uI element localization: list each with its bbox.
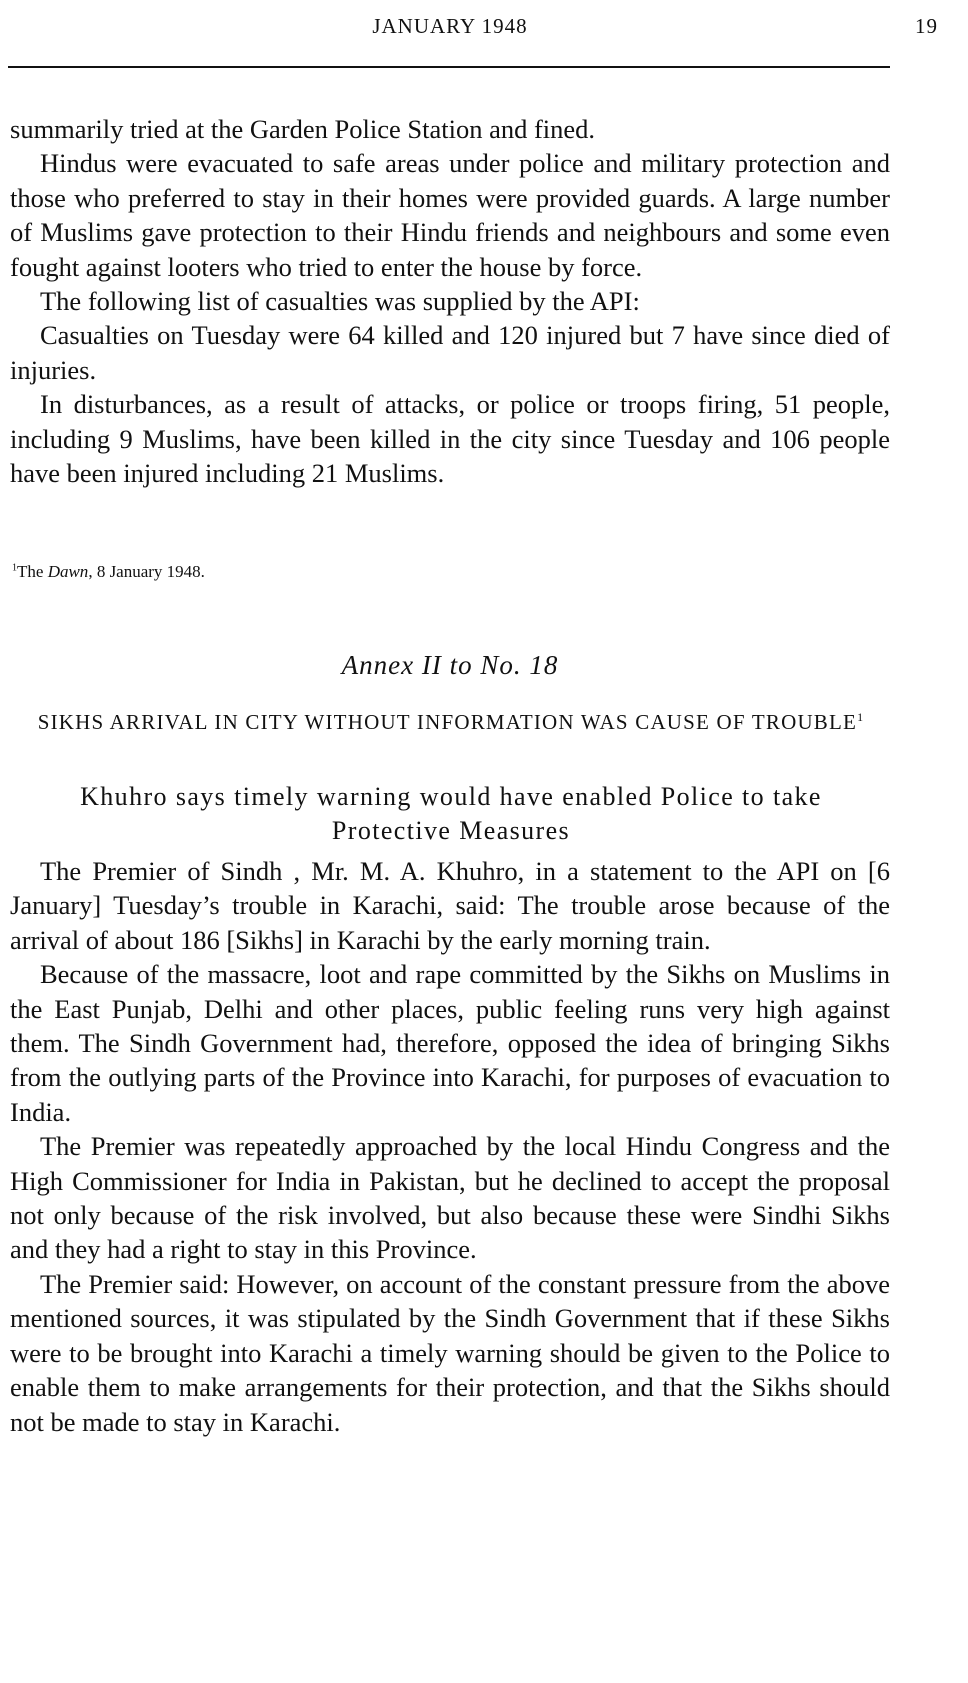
article-headline [18, 702, 884, 737]
article-subheading: Khuhro says timely warning would have enabled Police to take Protective Measures [80, 782, 822, 845]
paragraph: The Premier said: However, on account of the constant pressure from the above mentioned sources, it was stipulated by the Sindh Government that if these Sikhs were to be brought into Karachi a timely warning should be given to the Police to enable them to make arrangements for their protection, and that the Sikhs should not be made to stay in Karachi. [10, 1268, 890, 1437]
header-title: JANUARY 1948 [372, 14, 528, 38]
paragraph: Because of the massacre, loot and rape committed by the Sikhs on Muslims in the East Punjab, Delhi and other places, public feeling runs very high against them. The Sindh Government had, therefore, opposed the idea of bringing Sikhs from the outlying parts of the Province into Karachi, for purposes of evacuation to India. [10, 959, 890, 1127]
footnote [12, 562, 205, 582]
page-number: 19 [915, 14, 938, 38]
footnote-source: Dawn [47, 562, 89, 581]
header-rule [8, 66, 890, 68]
annex-text-block [10, 854, 890, 1439]
headline-footnote-marker: 1 [857, 710, 865, 724]
paragraph: Hindus were evacuated to safe areas under police and military protection and those who preferred to stay in their homes were provided guards. A large number of Muslims gave protection to their Hindu friends and neighbours and some even fought against looters who tried to enter the house by force. [10, 148, 890, 282]
paragraph: The following list of casualties was supplied by the API: [40, 286, 640, 317]
top-text-block [10, 112, 890, 490]
footnote-prefix: The [17, 562, 48, 581]
paragraph: Casualties on Tuesday were 64 killed and 120 injured but 7 have since died of injuries. [10, 320, 890, 385]
paragraph: summarily tried at the Garden Police Station and fined. [10, 114, 596, 144]
footnote-suffix: , 8 January 1948. [88, 562, 205, 581]
paragraph: The Premier was repeatedly approached by the local Hindu Congress and the High Commissioner for India in Pakistan, but he declined to accept the proposal not only because of the risk involved, but also because these were Sindhi Sikhs and they had a right to stay in this Province. [10, 1131, 890, 1265]
headline-text: SIKHS ARRIVAL IN CITY WITHOUT INFORMATION WAS CAUSE OF TROUBLE [37, 710, 858, 734]
paragraph: The Premier of Sindh , Mr. M. A. Khuhro, in a statement to the API on [6 January] Tuesday’s trouble in Karachi, said: The trouble arose because of the arrival of about 186 [Sikhs] in Karachi by the early morning train. [10, 856, 890, 955]
paragraph: In disturbances, as a result of attacks, or police or troops firing, 51 people, including 9 Muslims, have been killed in the city since Tuesday and 106 people have been injured including 21 Muslims. [10, 389, 890, 489]
footnote-marker: 1 [12, 562, 17, 574]
annex-title: Annex II to No. 18 [341, 650, 559, 680]
